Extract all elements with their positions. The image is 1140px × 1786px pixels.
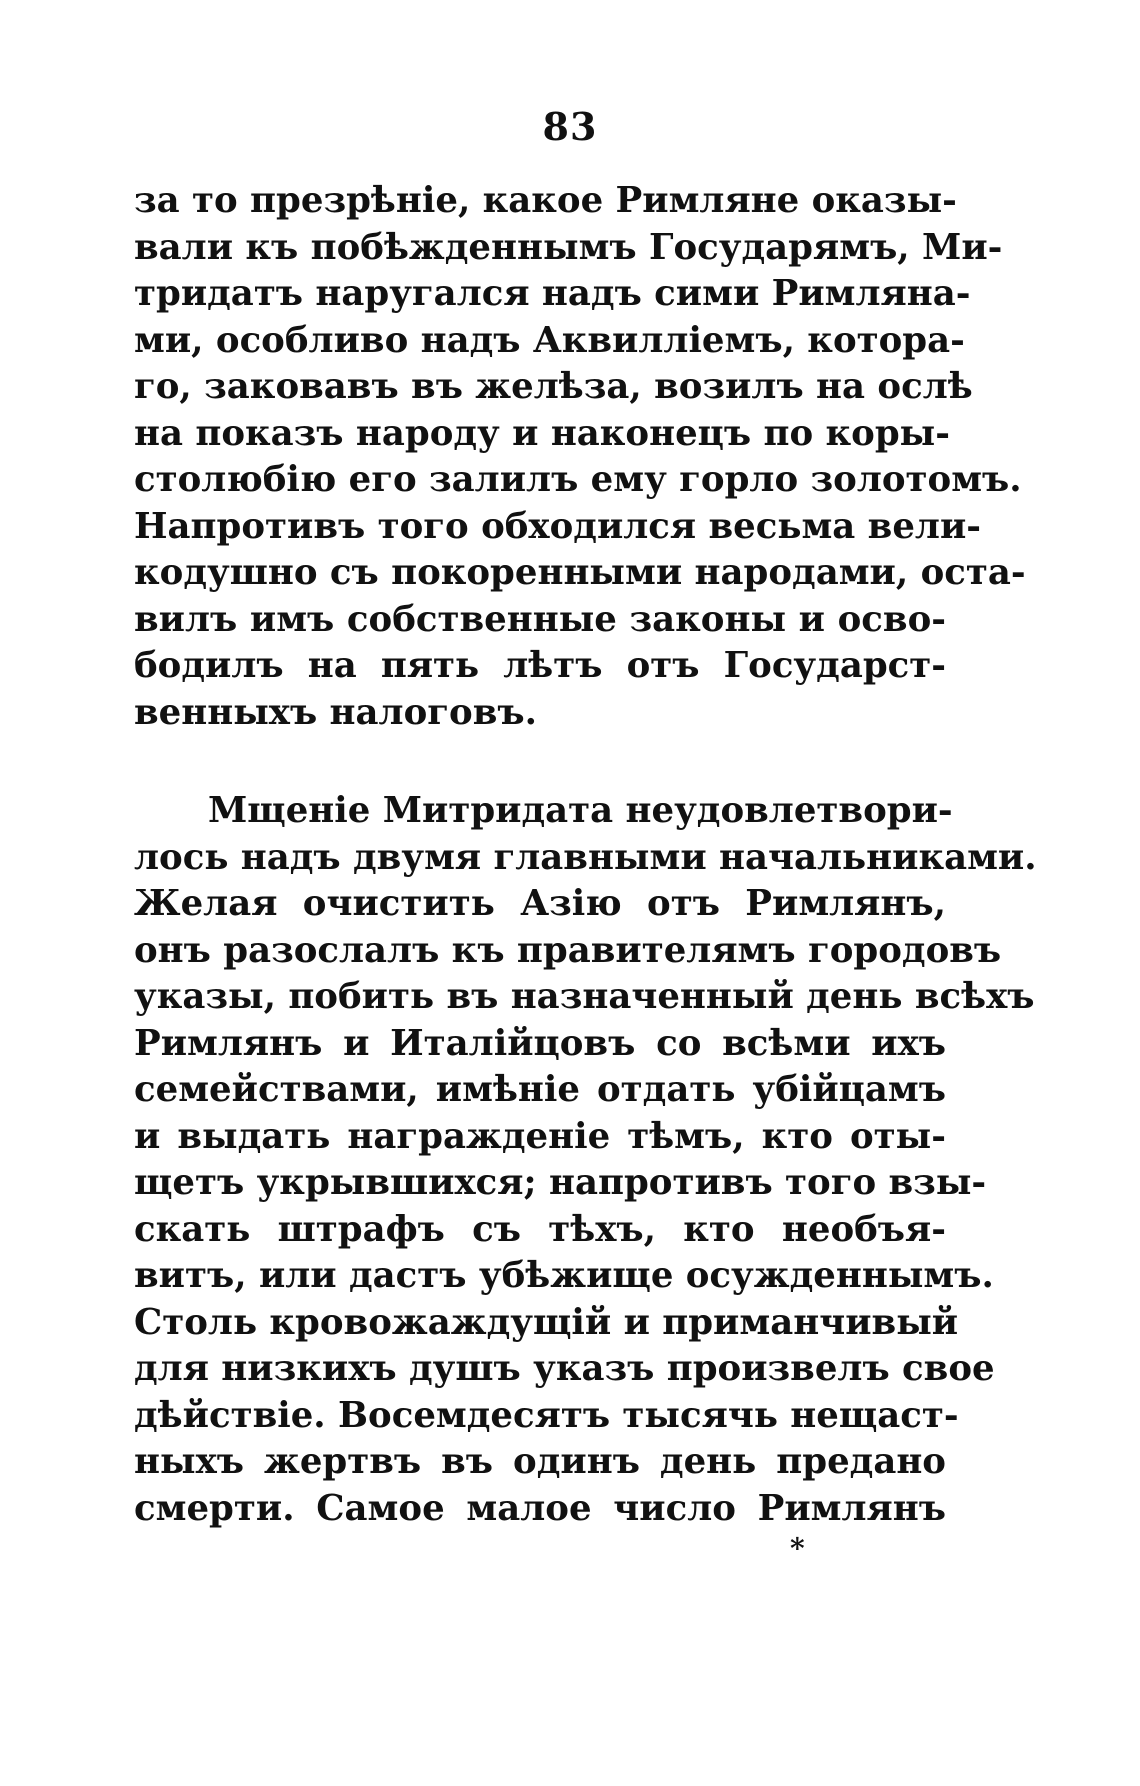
text-line: ми, особливо надъ Аквилліемъ, котора- (134, 319, 965, 361)
text-line: кодушно съ покоренными народами, оста- (134, 552, 1026, 593)
text-line: лось надъ двумя главными начальниками. (134, 836, 1037, 878)
text-line: скать штрафъ съ тѣхъ, кто необъя- (134, 1208, 946, 1250)
text-line: венныхъ налоговъ. (134, 691, 537, 733)
text-line: бодилъ на пять лѣтъ отъ Государст- (134, 645, 946, 686)
text-line: онъ разослалъ къ правителямъ городовъ (134, 929, 1002, 971)
text-line: Напротивъ того обходился весьма вели- (134, 505, 982, 547)
paragraph-2 (134, 788, 1037, 1532)
text-line: для низкихъ душъ указъ произвелъ свое (134, 1348, 995, 1389)
text-line: щетъ укрывшихся; напротивъ того взы- (134, 1162, 987, 1203)
text-line: смерти. Самое малое число Римлянъ (134, 1487, 946, 1529)
text-line: Желая очистить Азію отъ Римлянъ, (134, 883, 946, 924)
text-line: тридатъ наругался надъ сими Римляна- (134, 273, 971, 314)
text-line: ныхъ жертвъ въ одинъ день предано (134, 1441, 946, 1482)
signature-mark: * (790, 1532, 805, 1565)
text-line: Римлянъ и Италійцовъ со всѣми ихъ (134, 1022, 946, 1064)
text-line: вали къ побѣжденнымъ Государямъ, Ми- (134, 226, 1003, 268)
text-line: и выдать награжденіе тѣмъ, кто оты- (134, 1115, 946, 1157)
text-line: на показъ народу и наконецъ по коры- (134, 412, 950, 454)
text-line: Столь кровожаждущій и приманчивый (134, 1301, 959, 1343)
text-line: столюбію его залилъ ему горло золотомъ. (134, 459, 1022, 500)
text-line: за то презрѣніе, какое Римляне оказы- (134, 180, 957, 221)
paragraph-1 (134, 178, 1026, 736)
text-line: указы, побить въ назначенный день всѣхъ (134, 976, 1035, 1017)
text-line: го, заковавъ въ желѣза, возилъ на ослѣ (134, 366, 973, 407)
text-line: дѣйствіе. Восемдесятъ тысячь нещаст- (134, 1394, 959, 1436)
text-line: витъ, или дастъ убѣжище осужденнымъ. (134, 1255, 994, 1296)
text-line: семействами, имѣніе отдать убійцамъ (134, 1069, 946, 1110)
text-line: вилъ имъ собственные законы и осво- (134, 598, 946, 640)
text-line: Мщеніе Митридата неудовлетвори- (208, 790, 953, 831)
page-number: 83 (542, 104, 598, 149)
